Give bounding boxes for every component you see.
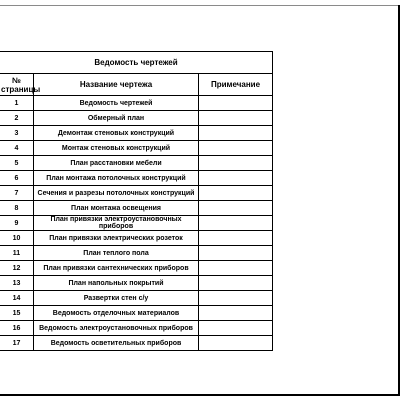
row-drawing-name: Развертки стен с/у <box>34 291 199 306</box>
row-drawing-name: План привязки электрических розеток <box>34 231 199 246</box>
row-page-number: 14 <box>0 291 34 306</box>
row-note <box>199 216 273 231</box>
table-row <box>0 171 273 186</box>
row-note <box>199 171 273 186</box>
table-row <box>0 216 273 231</box>
row-drawing-name: Ведомость электроустановочных приборов <box>34 321 199 336</box>
table-row <box>0 126 273 141</box>
table-row <box>0 201 273 216</box>
table-title: Ведомость чертежей <box>0 52 273 74</box>
table-row <box>0 276 273 291</box>
row-drawing-name: План монтажа потолочных конструкций <box>34 171 199 186</box>
row-drawing-name: Демонтаж стеновых конструкций <box>34 126 199 141</box>
frame-top-border <box>0 5 400 6</box>
table-row <box>0 246 273 261</box>
row-page-number: 10 <box>0 231 34 246</box>
row-note <box>199 276 273 291</box>
table-row <box>0 261 273 276</box>
table-row <box>0 306 273 321</box>
row-drawing-name: Монтаж стеновых конструкций <box>34 141 199 156</box>
table-row <box>0 96 273 111</box>
table-title-row <box>0 52 273 74</box>
row-page-number: 16 <box>0 321 34 336</box>
frame-bottom-border <box>0 394 400 396</box>
row-page-number: 3 <box>0 126 34 141</box>
row-drawing-name: Сечения и разрезы потолочных конструкций <box>34 186 199 201</box>
row-page-number: 8 <box>0 201 34 216</box>
table-row <box>0 336 273 351</box>
row-note <box>199 96 273 111</box>
table-row <box>0 231 273 246</box>
row-note <box>199 291 273 306</box>
table-header-row <box>0 74 273 96</box>
row-note <box>199 126 273 141</box>
row-page-number: 5 <box>0 156 34 171</box>
row-note <box>199 141 273 156</box>
row-drawing-name: Ведомость отделочных материалов <box>34 306 199 321</box>
drawings-list-table <box>0 51 273 351</box>
row-note <box>199 186 273 201</box>
table-row <box>0 291 273 306</box>
row-drawing-name: План напольных покрытий <box>34 276 199 291</box>
row-page-number: 13 <box>0 276 34 291</box>
row-page-number: 17 <box>0 336 34 351</box>
row-drawing-name: План монтажа освещения <box>34 201 199 216</box>
row-drawing-name: Обмерный план <box>34 111 199 126</box>
header-note: Примечание <box>199 74 273 96</box>
row-page-number: 9 <box>0 216 34 231</box>
row-note <box>199 321 273 336</box>
row-note <box>199 156 273 171</box>
row-page-number: 15 <box>0 306 34 321</box>
row-note <box>199 111 273 126</box>
row-page-number: 1 <box>0 96 34 111</box>
row-page-number: 6 <box>0 171 34 186</box>
row-note <box>199 261 273 276</box>
row-note <box>199 231 273 246</box>
table-row <box>0 186 273 201</box>
table-row <box>0 141 273 156</box>
row-drawing-name: План расстановки мебели <box>34 156 199 171</box>
row-note <box>199 336 273 351</box>
row-drawing-name: План привязки электроустановочных приборов <box>34 216 199 231</box>
row-note <box>199 306 273 321</box>
table-row <box>0 111 273 126</box>
row-drawing-name: Ведомость чертежей <box>34 96 199 111</box>
row-drawing-name: План теплого пола <box>34 246 199 261</box>
header-page-number: № страницы <box>1 75 41 94</box>
header-drawing-name: Название чертежа <box>34 74 199 96</box>
row-page-number: 11 <box>0 246 34 261</box>
table-row <box>0 321 273 336</box>
row-page-number: 2 <box>0 111 34 126</box>
row-note <box>199 246 273 261</box>
row-page-number: 12 <box>0 261 34 276</box>
row-page-number: 4 <box>0 141 34 156</box>
row-page-number: 7 <box>0 186 34 201</box>
row-drawing-name: План привязки сантехнических приборов <box>34 261 199 276</box>
row-note <box>199 201 273 216</box>
table-row <box>0 156 273 171</box>
row-drawing-name: Ведомость осветительных приборов <box>34 336 199 351</box>
